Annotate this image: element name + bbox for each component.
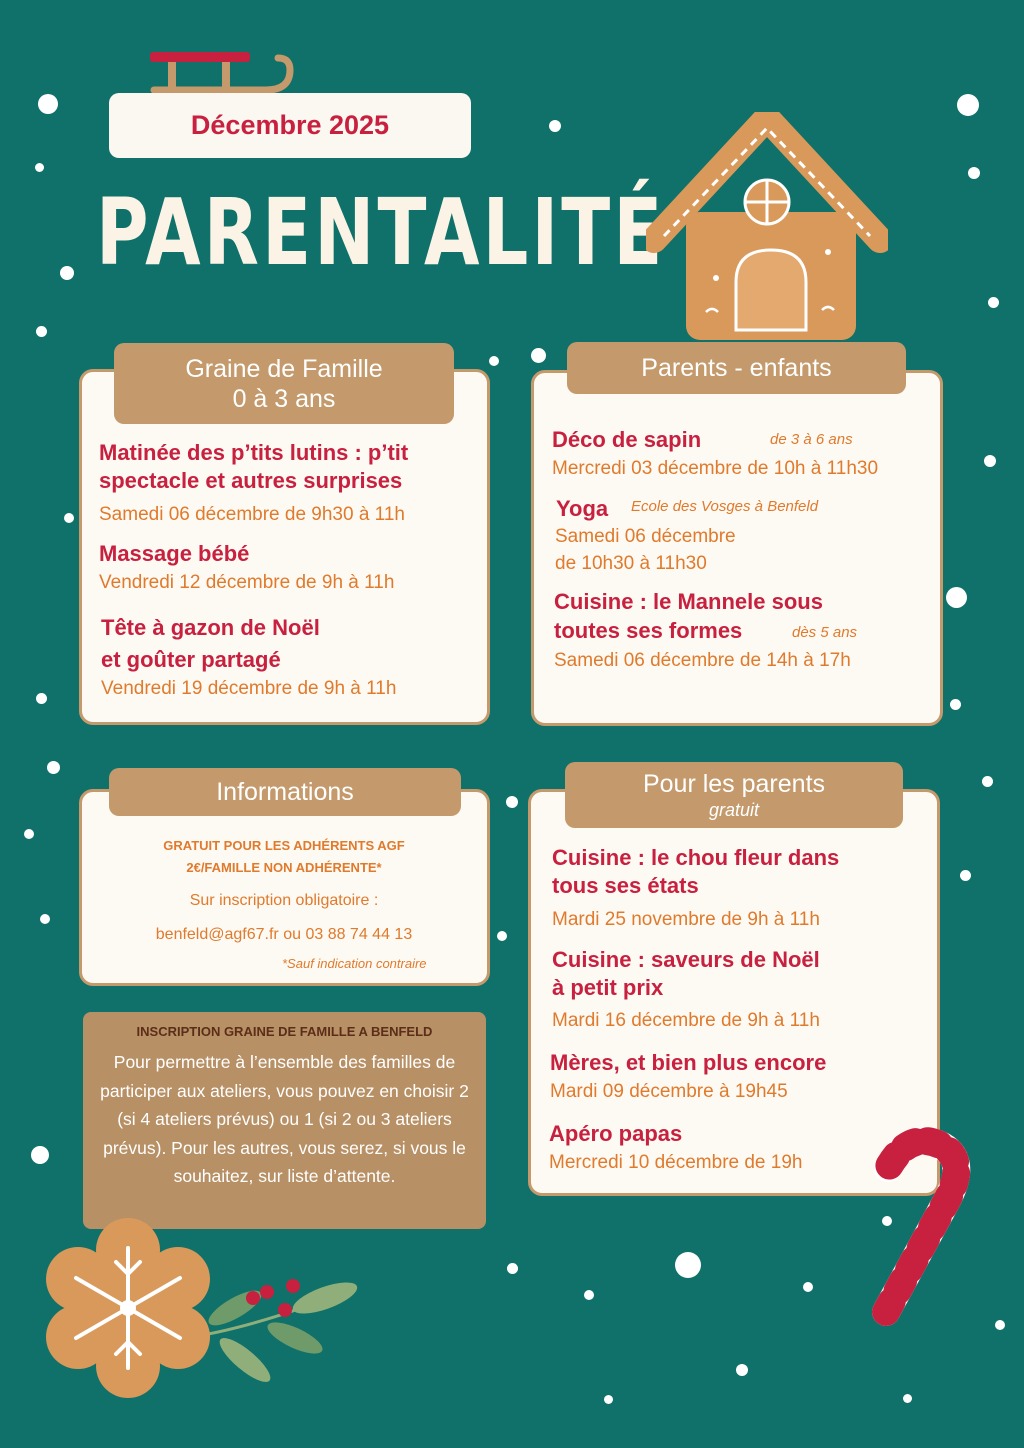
snow-dot <box>584 1290 594 1300</box>
event-title: Mères, et bien plus encore <box>550 1050 827 1075</box>
event-title: Tête à gazon de Noël <box>101 615 320 640</box>
event-title: Cuisine : le chou fleur dans <box>552 845 840 870</box>
event-title: tous ses états <box>552 873 699 898</box>
event-date: Mercredi 03 décembre de 10h à 11h30 <box>552 458 879 479</box>
snow-dot <box>507 1263 518 1274</box>
informations-tab-title: Informations <box>216 778 354 806</box>
snow-dot <box>60 266 74 280</box>
snow-dot <box>984 455 996 467</box>
snow-dot <box>24 829 34 839</box>
snow-dot <box>35 163 44 172</box>
event-date: Vendredi 19 décembre de 9h à 11h <box>101 678 397 699</box>
graine-tab <box>114 343 454 424</box>
snow-dot <box>950 699 961 710</box>
snow-dot <box>549 120 561 132</box>
pour-parents-tab-title: Pour les parents <box>642 770 826 798</box>
pour-parents-tab <box>565 762 903 828</box>
graine-tab-age: 0 à 3 ans <box>232 384 336 413</box>
snowflake-cookie-icon <box>38 1218 218 1398</box>
event-date: de 10h30 à 11h30 <box>555 553 707 574</box>
snow-dot <box>531 348 546 363</box>
info-pricing: 2€/FAMILLE NON ADHÉRENTE* <box>186 860 382 875</box>
event-date: Mercredi 10 décembre de 19h <box>549 1152 803 1173</box>
event-date: Mardi 16 décembre de 9h à 11h <box>552 1010 820 1031</box>
event-date: Samedi 06 décembre <box>555 526 736 547</box>
candy-cane-icon <box>858 1122 988 1332</box>
pour-parents-tab-sub: gratuit <box>708 800 760 820</box>
event-date: Vendredi 12 décembre de 9h à 11h <box>99 572 395 593</box>
event-location-note: Ecole des Vosges à Benfeld <box>631 498 819 515</box>
graine-tab-title: Graine de Famille <box>185 354 383 383</box>
snow-dot <box>40 914 50 924</box>
informations-tab <box>109 768 461 816</box>
date-label: Décembre 2025 <box>109 93 471 158</box>
snow-dot <box>903 1394 912 1403</box>
event-date: Samedi 06 décembre de 14h à 17h <box>554 650 851 671</box>
inscription-body: Pour permettre à l’ensemble des familles de participer aux ateliers, vous pouvez en choisir 2 (si 4 ateliers prévus) ou 1 (si 2 ou 3 ateliers prévus). Pour les autres, vous serez, si vous le souhaitez, sur liste d’attente. <box>100 1052 469 1186</box>
snow-dot <box>497 931 507 941</box>
info-pricing: GRATUIT POUR LES ADHÉRENTS AGF <box>163 838 405 853</box>
snow-dot <box>946 587 967 608</box>
snow-dot <box>988 297 999 308</box>
event-title: Cuisine : saveurs de Noël <box>552 947 820 972</box>
info-contact[interactable]: benfeld@agf67.fr ou 03 88 74 44 13 <box>155 926 413 943</box>
snow-dot <box>982 776 993 787</box>
event-date: Mardi 25 novembre de 9h à 11h <box>552 909 820 930</box>
event-title: et goûter partagé <box>101 647 281 672</box>
snow-dot <box>604 1395 613 1404</box>
event-title: Yoga <box>556 496 609 521</box>
snow-dot <box>31 1146 49 1164</box>
event-title: toutes ses formes <box>554 618 743 643</box>
snow-dot <box>803 1282 813 1292</box>
snow-dot <box>47 761 60 774</box>
event-title: Déco de sapin <box>552 427 702 452</box>
snow-dot <box>736 1364 748 1376</box>
event-title: Apéro papas <box>549 1121 683 1146</box>
snow-dot <box>64 513 74 523</box>
gingerbread-house-icon <box>646 112 888 344</box>
snow-dot <box>960 870 971 881</box>
event-date: Mardi 09 décembre à 19h45 <box>550 1081 788 1102</box>
event-title: Massage bébé <box>99 541 250 566</box>
inscription-title: INSCRIPTION GRAINE DE FAMILLE A BENFELD <box>136 1024 433 1039</box>
snow-dot <box>957 94 979 116</box>
snow-dot <box>38 94 58 114</box>
inscription-box <box>83 1012 486 1229</box>
snow-dot <box>506 796 518 808</box>
parents-enfants-tab-title: Parents - enfants <box>641 354 832 382</box>
snow-dot <box>489 356 499 366</box>
snow-dot <box>675 1252 701 1278</box>
parents-enfants-tab <box>567 342 906 394</box>
page-title: PARENTALITÉ <box>96 179 666 286</box>
snow-dot <box>36 693 47 704</box>
event-age-note: de 3 à 6 ans <box>770 431 853 448</box>
snow-dot <box>968 167 980 179</box>
event-title: spectacle et autres surprises <box>99 468 403 493</box>
event-title: Matinée des p’tits lutins : p’tit <box>99 440 409 465</box>
event-age-note: dès 5 ans <box>792 624 858 641</box>
snow-dot <box>36 326 47 337</box>
event-title: à petit prix <box>552 975 664 1000</box>
event-date: Samedi 06 décembre de 9h30 à 11h <box>99 504 405 525</box>
event-title: Cuisine : le Mannele sous <box>554 589 823 614</box>
snow-dot <box>995 1320 1005 1330</box>
info-footnote: *Sauf indication contraire <box>282 956 427 971</box>
info-registration: Sur inscription obligatoire : <box>189 892 379 909</box>
